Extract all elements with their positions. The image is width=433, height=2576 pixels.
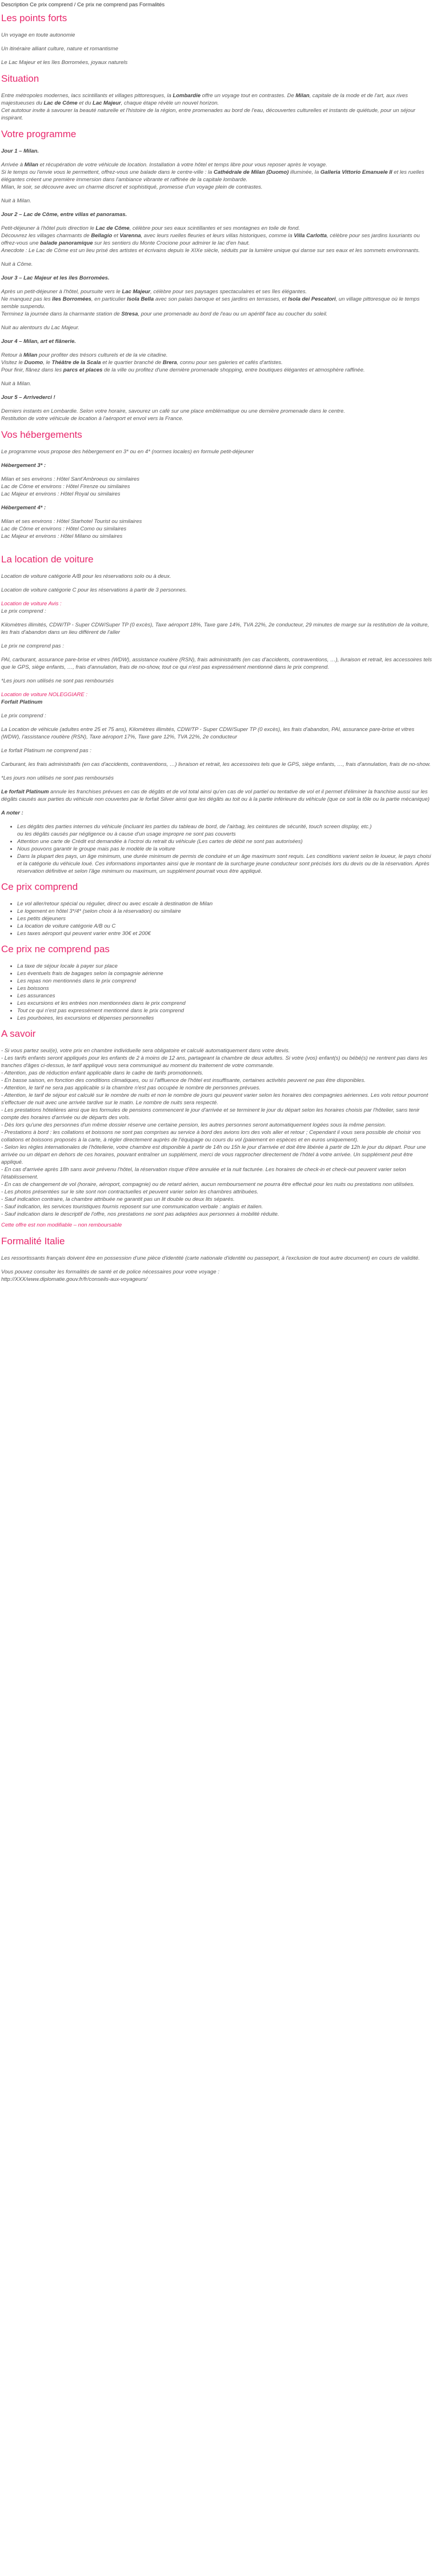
info-line: - Attention, le tarif ne sera pas applicable si la chambre n'est pas occupée le nombre de personnes prévues. [1,1085,261,1091]
location-provider-title: Location de voiture NOLEGGIARE : [1,692,88,698]
list-item: • Attention une carte de Crédit est demandée à l'octroi du retrait du véhicule (Les cartes de débit ne sont pas autorisées) [17,838,432,845]
page [0,1,433,1283]
hebergement-category-title: Hébergement 3* : [1,462,46,469]
section-title-a-savoir: A savoir [1,1028,36,1039]
location-text: Kilomètres illimités, CDW/TP - Super CDW/Super TP (0 excès), Taxe aéroport 18%, Taxe gare 14%, TVA 22%, 2e conducteur, 29 minutes de marge sur la restitution de la voiture, les frais d'abandon dans un lieu différent de l'aller [1,622,430,636]
info-line: - Selon les règles internationales de l'hôtellerie, votre chambre est disponible à partir de 14h ou 15h le jour d'arrivée et doit être libérée à partir de 12h le jour du départ. Pour une arrivée ou un départ en dehors de ces horaires, pouvant entraîner un supplément, merci de vous rapprocher directement de l'hôtel à votre arrivée. Un supplément peut être appliqué. [1,1144,426,1165]
section-title-location: La location de voiture [1,554,94,565]
day-text: Pour finir, flânez dans les parcs et places de la ville ou profitez d'une dernière promenade shopping, entre boutiques élégantes et atmosphère raffinée. [1,367,365,373]
list-item: • Les assurances [17,992,432,1000]
hebergement-item: Milan et ses environs : Hôtel Starhotel Tourist ou similaires [1,518,142,525]
day-night: Nuit au alentours du Lac Majeur. [1,325,79,331]
day-text: Ne manquez pas les îles Borromées, en particulier Isola Bella avec son palais baroque et ses jardins en terrasses, et Isola dei Pescatori, un village pittoresque où le temps semble suspendu. [1,296,420,310]
info-line: - Les tarifs enfants seront appliqués pour les enfants de 2 à moins de 12 ans, partageant la chambre de deux adultes. Si votre (vos) enfant(s) ou bébé(s) ne rentrent pas dans les tranches d'âges ci-dessus, le tarif appliqué vous sera communiqué au moment du traitement de votre commande. [1,1055,428,1069]
day-title: Jour 4 – Milan, art et flânerie. [1,338,76,345]
formalite-link[interactable]: http://XXX/www.diplomatie.gouv.fr/fr/conseils-aux-voyageurs/ [1,1276,147,1283]
section-title-hebergements: Vos hébergements [1,429,82,440]
list-item: • Les excursions et les entrées non mentionnées dans le prix comprend [17,1000,432,1007]
day-title: Jour 1 – Milan. [1,148,39,154]
list-item: • Les taxes aéroport qui peuvent varier entre 30€ et 200€ [17,930,432,937]
location-text: Le forfait Platinum annule les franchises prévues en cas de dégâts et de vol total ainsi qu'en cas de vol partiel ou tentative de vol et il permet d'éliminer la franchise aussi sur les dégâts causés aux parties du véhicule non couvertes par le forfait Silver ainsi que les dégâts au toit ou à la partie inférieure du véhicule (que ce soit la tôle ou la partie mécanique) [1,789,430,802]
list-item: • Les boissons [17,985,432,992]
info-line: - Si vous partez seul(e), votre prix en chambre individuelle sera obligatoire et calculé automatiquement dans votre devis. [1,1048,290,1054]
section-title-situation: Situation [1,73,39,84]
highlight-item: Un voyage en toute autonomie [1,32,75,38]
section-title-formalite: Formalité Italie [1,1236,65,1247]
highlight-item: Un itinéraire alliant culture, nature et romantisme [1,46,118,52]
info-line: - En cas d'arrivée après 18h sans avoir prévenu l'hôtel, la réservation risque d'être annulée et la nuit facturée. Les horaires de check-in et check-out peuvent varier selon l'établissement. [1,1167,406,1180]
day-text: Arrivée à Milan et récupération de votre véhicule de location. Installation à votre hôtel et temps libre pour vous reposer après le voyage. [1,162,327,168]
list-item: • Les éventuels frais de bagages selon la compagnie aérienne [17,970,432,977]
location-subheading: Le prix comprend : [1,608,46,614]
hebergement-item: Lac Majeur et environs : Hôtel Royal ou similaires [1,491,121,497]
day-text: Retour à Milan pour profiter des trésors culturels et de la vie citadine. [1,352,168,358]
breadcrumb[interactable]: Description Ce prix comprend / Ce prix ne comprend pas Formalités [1,2,165,8]
day-text: Terminez la journée dans la charmante station de Stresa, pour une promenade au bord de l'eau ou un apéritif face au coucher du soleil. [1,311,328,317]
formalite-text: Vous pouvez consulter les formalités de santé et de police nécessaires pour votre voyage : [1,1269,219,1275]
hebergement-item: Milan et ses environs : Hôtel Sant'Ambroeus ou similaires [1,476,140,482]
day-title: Jour 5 – Arrivederci ! [1,394,55,401]
section-title-comprend: Ce prix comprend [1,881,78,892]
list-item: • Dans la plupart des pays, un âge minimum, une durée minimum de permis de conduire et un âge maximum sont requis. Les conditions varient selon le loueur, le pays choisi et la catégorie du véhicule loué. Ces informations importantes ainsi que le montant de la surcharge jeune conducteur sont précisés lors du devis ou de la réservation. Après réservation définitive et selon l'âge minimum ou maximum, un supplément pourrait vous être appliqué. [17,853,432,875]
info-line: - Dès lors qu'une des personnes d'un même dossier réserve une certaine pension, les autres personnes seront automatiquement logées sous la même pension. [1,1122,386,1128]
day-night: Nuit à Milan. [1,198,31,204]
location-subheading: Le prix comprend : [1,713,46,719]
location-text: Carburant, les frais administratifs (en cas d'accidents, contraventions, …) livraison et retrait, les accessoires tels que le GPS, siège enfants, …, frais d'annulation, frais de no-show. [1,761,431,768]
location-notes-list [1,823,432,875]
day-text: Découvrez les villages charmants de Bellagio et Varenna, avec leurs ruelles fleuries et leurs villas historiques, comme la Villa Carlotta, célèbre pour ses jardins luxuriants ou offrez-vous une balade panoramique sur les sentiers du Monte Crocione pour admirer le lac d'en haut. [1,233,420,246]
hebergement-item: Lac de Côme et environs : Hôtel Firenze ou similaires [1,484,130,490]
location-note: *Les jours non utilisés ne sont pas remboursés [1,678,114,684]
location-note: *Les jours non utilisés ne sont pas remboursés [1,775,114,781]
location-subheading: Le forfait Platinum ne comprend pas : [1,748,91,754]
list-item: • Les dégâts des parties internes du véhicule (incluant les parties du tableau de bord, de l'airbag, les ceintures de sécurité, touch screen display, etc.) [17,823,432,830]
day-text: Si le temps ou l'envie vous le permettent, offrez-vous une balade dans le centre-ville : la Cathédrale de Milan (Duomo) illuminée, la Galleria Vittorio Emanuele II et les ruelles élégantes créent une première immersion dans l'ambiance vibrante et raffinée de la capitale lombarde. [1,169,424,183]
info-line: - En cas de changement de vol (horaire, aéroport, compagnie) ou de retard aérien, aucun remboursement ne pourra être effectué pour les nuits ou prestations non utilisées. [1,1181,415,1188]
situation-paragraph: Entre métropoles modernes, lacs scintillants et villages pittoresques, la Lombardie offre un voyage tout en contrastes. De Milan, capitale de la mode et de l'art, aux rives majestueuses du Lac de Côme et du Lac Majeur, chaque étape révèle un nouvel horizon. [1,93,408,106]
hebergement-category-title: Hébergement 4* : [1,505,46,511]
info-line: - Sauf indication dans le descriptif de l'offre, nos prestations ne sont pas adaptées aux personnes à mobilité réduite. [1,1211,279,1217]
hebergement-item: Lac Majeur et environs : Hôtel Milano ou similaires [1,533,123,540]
list-item: • Le logement en hôtel 3*/4* (selon choix à la réservation) ou similaire [17,908,432,915]
day-text: Derniers instants en Lombardie. Selon votre horaire, savourez un café sur une place emblématique ou une dernière promenade dans le centre. [1,408,346,414]
info-line: - Sauf indication contraire, la chambre attribuée ne garantit pas un lit double ou deux lits séparés. [1,1196,235,1203]
day-text: Milan, le soir, se découvre avec un charme discret et sophistiqué, promesse d'un voyage plein de contrastes. [1,184,263,190]
list-item: • La location de voiture catégorie A/B ou C [17,922,432,930]
location-subheading: Le prix ne comprend pas : [1,643,64,649]
location-text: La Location de véhicule (adultes entre 25 et 75 ans), Kilomètres illimités, CDW/TP - Super CDW/Super TP (0 excès), les frais d'abandon, PAI, assurance pare-brise et vitres (WDW), l'assistance routière (RSN), Taxe aéroport 17%, Taxe gare 12%, TVA 22%, 2e conducteur [1,726,415,740]
highlight-item: Le Lac Majeur et les îles Borromées, joyaux naturels [1,59,128,66]
list-item: • Tout ce qui n'est pas expressément mentionné dans le prix comprend [17,1007,432,1015]
day-title: Jour 3 – Lac Majeur et les îles Borromées. [1,275,110,281]
location-subheading: A noter : [1,810,23,816]
list-item: • Les repas non mentionnés dans le prix comprend [17,977,432,985]
section-title-ne-comprend: Ce prix ne comprend pas [1,944,110,954]
day-title: Jour 2 – Lac de Côme, entre villas et panoramas. [1,211,127,218]
location-package-name: Forfait Platinum [1,699,43,705]
info-line: - Les photos présentées sur le site sont non contractuelles et peuvent varier selon les chambres attribuées. [1,1189,259,1195]
list-item: ou les dégâts causés par négligence ou à cause d'un usage impropre ne sont pas couverts [17,831,236,837]
a-savoir-list [1,1047,432,1218]
list-item: • Le vol aller/retour spécial ou régulier, direct ou avec escale à destination de Milan [17,900,432,908]
comprend-list [1,900,432,937]
non-refundable-notice: Cette offre est non modifiable – non remboursable [1,1222,122,1228]
day-text: Petit-déjeuner à l'hôtel puis direction le Lac de Côme, célèbre pour ses eaux scintillantes et ses montagnes en toile de fond. [1,225,300,231]
situation-paragraph: Cet autotour invite à savourer la beauté naturelle et l'histoire de la région, entre promenades au bord de l'eau, découvertes culturelles et instants de quiétude, pour un séjour inspirant. [1,107,416,121]
list-item: • Nous pouvons garantir le groupe mais pas le modèle de la voiture [17,845,432,853]
section-title-programme: Votre programme [1,129,77,139]
day-text: Après un petit-déjeuner à l'hôtel, poursuite vers le Lac Majeur, célèbre pour ses paysages spectaculaires et ses îles élégantes. [1,289,307,295]
list-item: • La taxe de séjour locale à payer sur place [17,962,432,970]
location-text: PAI, carburant, assurance pare-brise et vitres (WDW), assistance routière (RSN), frais administratifs (en cas d'accidents, contraventions, …), livraison et retrait, les accessoires tels que le GPS, siège enfants, …, frais d'annulation, frais de no-show, tout ce qui n'est pas expressément mentionné dans le prix comprend. [1,657,432,670]
section-title-points-forts: Les points forts [1,13,67,23]
day-night: Nuit à Côme. [1,261,33,267]
list-item: • Les petits déjeuners [17,915,432,922]
info-line: - Attention, pas de réduction enfant applicable dans le cadre de tarifs promotionnels. [1,1070,204,1076]
location-text: Location de voiture catégorie A/B pour les réservations solo ou à deux. [1,573,171,580]
day-text: Visitez le Duomo, le Théâtre de la Scala et le quartier branché de Brera, connu pour ses galeries et cafés d'artistes. [1,360,283,366]
day-text: Restitution de votre véhicule de location à l'aéroport et envol vers la France. [1,416,184,422]
location-text: Location de voiture catégorie C pour les réservations à partir de 3 personnes. [1,587,187,593]
info-line: - Prestations à bord : les collations et boissons ne sont pas comprises au service à bord des avions lors des vols aller et retour ; Cependant il vous sera possible de choisir vos collations et boissons proposés à la carte, à régler directement auprès de l'équipage ou cours du vol (paiement en espèces et en euros uniquement). [1,1129,421,1143]
day-night: Nuit à Milan. [1,381,31,387]
ne-comprend-list [1,962,432,1022]
location-provider-title: Location de voiture Avis : [1,601,62,607]
hebergement-intro: Le programme vous propose des hébergement en 3* ou en 4* (normes locales) en formule petit-déjeuner [1,449,254,455]
day-text: Anecdote : Le Lac de Côme est un lieu prisé des artistes et écrivains depuis le XIXe siècle, séduits par la lumière unique qui danse sur ses eaux et les sommets environnants. [1,247,420,254]
info-line: - Les prestations hôtelières ainsi que les formules de pensions commencent le jour d'arrivée et se terminent le jour du départ selon les horaires choisis par l'hôtelier, sans tenir compte des horaires d'arrivée ou de départs des vols. [1,1107,420,1121]
formalite-text: Les ressortissants français doivent être en possession d'une pièce d'identité (carte nationale d'identité ou passeport, à l'exclusion de tout autre document) en cours de validité. [1,1255,420,1261]
list-item: • Les pourboires, les excursions et dépenses personnelles [17,1015,432,1022]
info-line: - Sauf indication, les services touristiques fournis reposent sur une communication verbale : anglais et italien. [1,1204,263,1210]
info-line: - En basse saison, en fonction des conditions climatiques, ou si l'affluence de l'hôtel est insuffisante, certaines activités peuvent ne pas être disponibles. [1,1077,366,1084]
hebergement-item: Lac de Côme et environs : Hôtel Como ou similaires [1,526,127,532]
info-line: - Attention, le tarif de séjour est calculé sur le nombre de nuits et non le nombre de jours qui peuvent varier selon les horaires des compagnies aériennes. Les vols retour pourront s'effectuer de nuit avec une arrivée tardive sur le matin. Le nombre de nuits sera respecté. [1,1092,428,1106]
